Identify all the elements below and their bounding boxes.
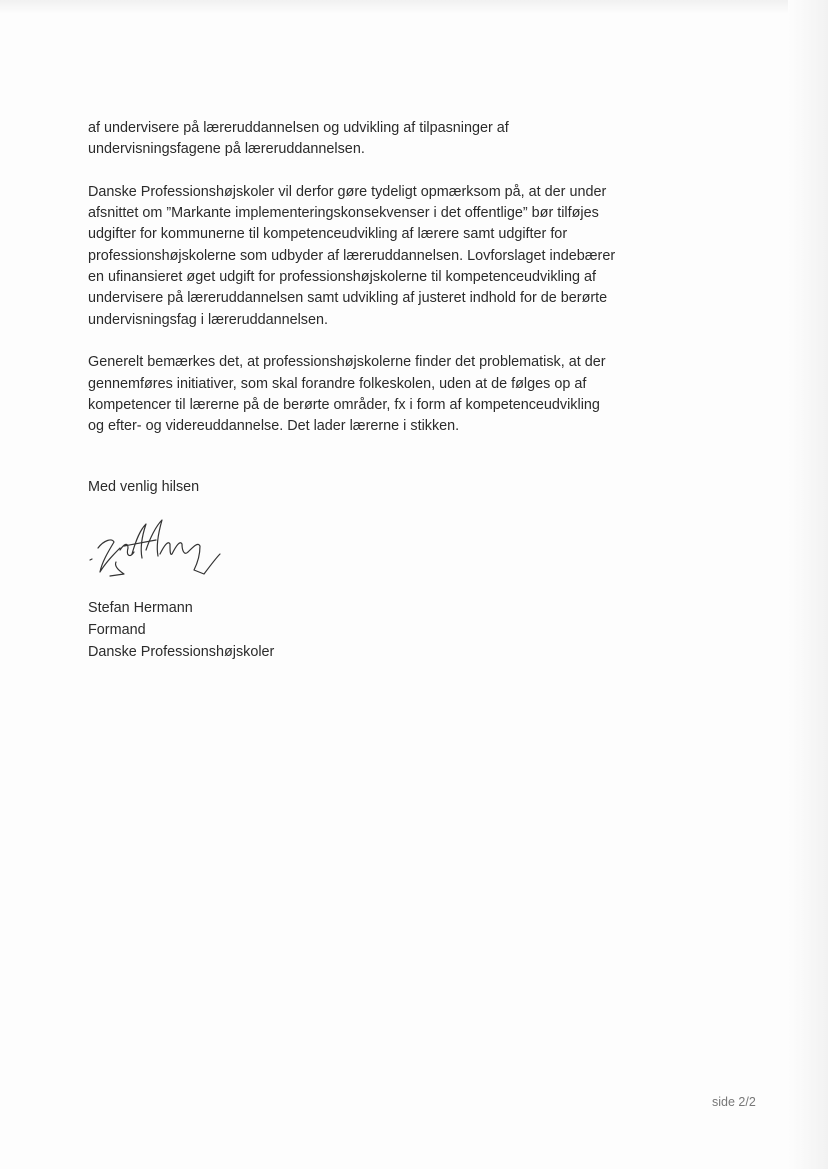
page-number: side 2/2 (712, 1095, 756, 1109)
handwritten-signature (84, 510, 234, 590)
letter-body (88, 118, 648, 459)
paragraph-3: Generelt bemærkes det, at professionshøjskolerne finder det problematisk, at der gennemføres initiativer, som skal forandre folkeskolen, uden at de følges op af kompetencer til lærerne på de berørte områder, fx i form af kompetenceudvikling og efter- og videreuddannelse. Det lader lærerne i stikken. (88, 354, 606, 435)
signer-block (88, 598, 274, 663)
closing-greeting: Med venlig hilsen (88, 479, 200, 495)
signer-name: Stefan Hermann (88, 600, 193, 616)
signer-organization: Danske Professionshøjskoler (88, 643, 275, 660)
scan-edge-right (788, 0, 828, 1169)
paragraph-2: Danske Professionshøjskoler vil derfor gøre tydeligt opmærksom på, at der under afsnittet om ”Markante implementeringskonsekvenser i det offentlige” bør tilføjes udgifter for kommunerne til kompetenceudvikling af lærere samt udgifter for professionshøjskolerne som udbyder af læreruddannelsen. Lovforslaget indebærer en ufinansieret øget udgift for professionshøjskolerne til kompetenceudvikling af undervisere på læreruddannelsen samt udvikling af justeret indhold for de berørte undervisningsfag i læreruddannelsen. (88, 183, 616, 328)
paragraph-1: af undervisere på læreruddannelsen og udvikling af tilpasninger af undervisningsfagene på læreruddannelsen. (88, 120, 509, 158)
signer-title: Formand (88, 621, 146, 638)
scan-edge-top (0, 0, 828, 14)
